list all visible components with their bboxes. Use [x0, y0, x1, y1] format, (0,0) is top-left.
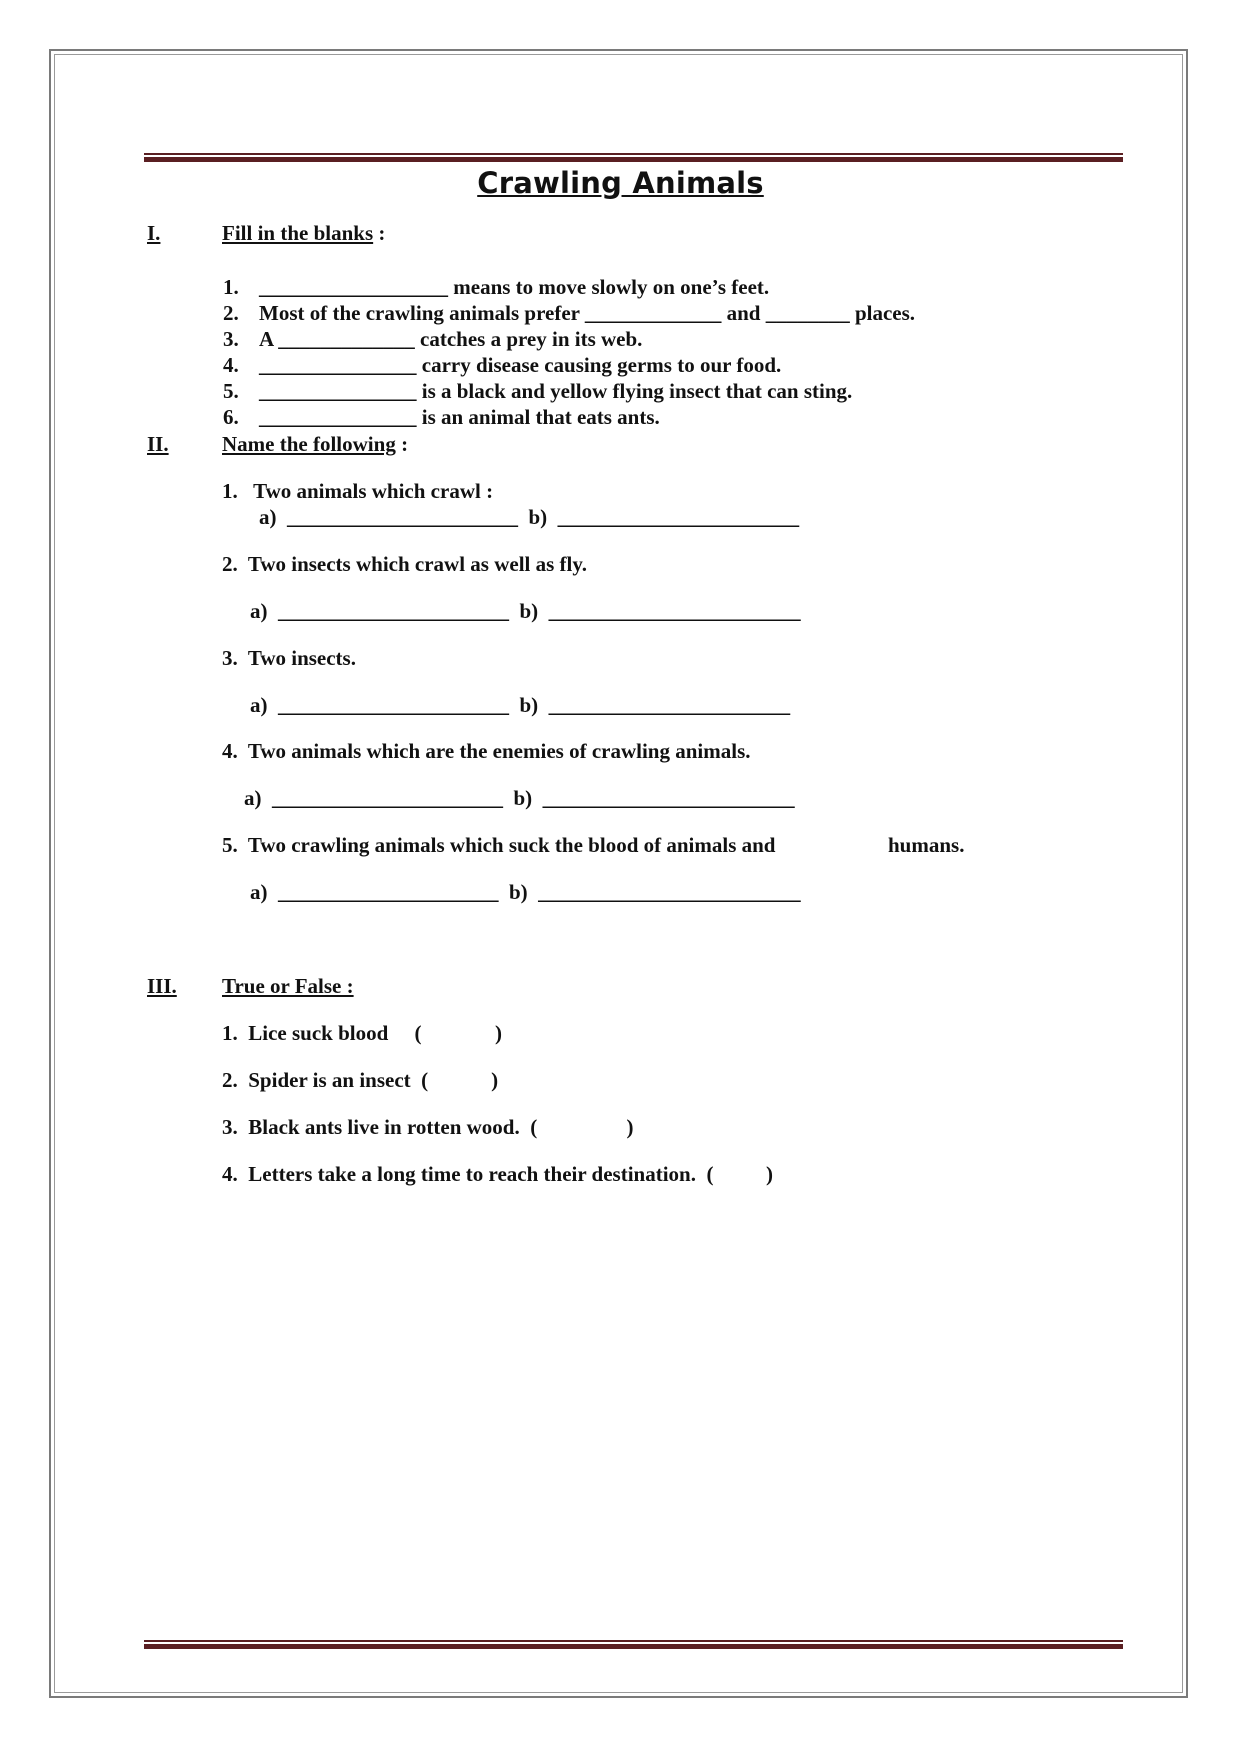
blank-item-1-text: __________________ means to move slowly on one’s feet.: [259, 275, 770, 299]
name-item-1-question: 1. Two animals which crawl :: [222, 479, 494, 503]
blank-item-2-text: Most of the crawling animals prefer _____________ and ________ places.: [259, 301, 916, 325]
section-2-colon: :: [401, 432, 409, 456]
true-false-item-3: 3. Black ants live in rotten wood. ( ): [222, 1115, 634, 1139]
name-item-4-question: 4. Two animals which are the enemies of crawling animals.: [222, 739, 751, 763]
name-item-4-answers: a) ______________________ b) ________________________: [244, 786, 795, 810]
page-border-inner: [54, 54, 1183, 1693]
blank-item-3-text: A _____________ catches a prey in its web.: [259, 327, 643, 351]
true-false-item-1: 1. Lice suck blood ( ): [222, 1021, 503, 1045]
true-false-item-2: 2. Spider is an insect ( ): [222, 1068, 499, 1092]
blank-item-4-number: 4.: [223, 353, 239, 377]
blank-item-6-number: 6.: [223, 405, 239, 429]
header-rule: [144, 153, 1123, 162]
name-item-5-answers: a) _____________________ b) _________________________: [250, 880, 801, 904]
name-item-5-question: 5. Two crawling animals which suck the blood of animals and: [222, 833, 776, 857]
true-false-item-4: 4. Letters take a long time to reach their destination. ( ): [222, 1162, 773, 1186]
section-1-heading-text: Fill in the blanks: [222, 221, 374, 245]
name-item-3-question: 3. Two insects.: [222, 646, 356, 670]
footer-rule: [144, 1640, 1123, 1649]
section-3-number: III.: [147, 974, 177, 998]
section-1-colon: :: [378, 221, 386, 245]
section-1-number: I.: [147, 221, 161, 245]
worksheet-title: Crawling Animals: [477, 166, 764, 200]
blank-item-5-number: 5.: [223, 379, 239, 403]
name-item-1-answers: a) ______________________ b) _______________________: [259, 505, 800, 529]
blank-item-6-text: _______________ is an animal that eats ants.: [259, 405, 660, 429]
name-item-2-answers: a) ______________________ b) ________________________: [250, 599, 801, 623]
blank-item-2-number: 2.: [223, 301, 239, 325]
section-3-heading: True or False :: [222, 974, 354, 998]
section-2-heading-text: Name the following: [222, 432, 396, 456]
blank-item-3-number: 3.: [223, 327, 239, 351]
section-2-number: II.: [147, 432, 169, 456]
blank-item-4-text: _______________ carry disease causing germs to our food.: [259, 353, 782, 377]
section-1-heading: [222, 223, 385, 244]
name-item-3-answers: a) ______________________ b) _______________________: [250, 693, 791, 717]
blank-item-5-text: _______________ is a black and yellow flying insect that can sting.: [259, 379, 853, 403]
name-item-2-question: 2. Two insects which crawl as well as fly.: [222, 552, 587, 576]
blank-item-1-number: 1.: [223, 275, 239, 299]
name-item-5-question-tail: humans.: [888, 833, 965, 857]
section-2-heading: [222, 434, 408, 455]
